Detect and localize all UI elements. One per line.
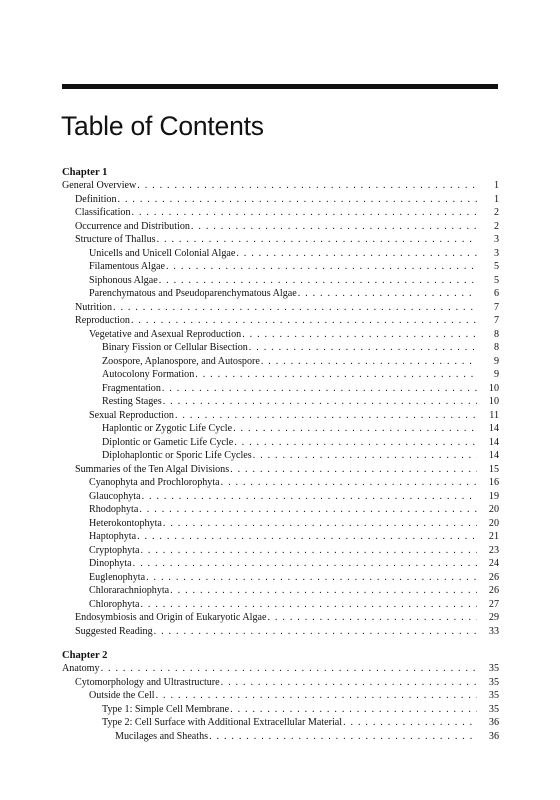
toc-entry[interactable] bbox=[62, 233, 499, 247]
toc-entry-page: 8 bbox=[493, 328, 499, 340]
toc-entry-page: 21 bbox=[488, 531, 499, 542]
dot-leader bbox=[118, 193, 478, 207]
toc-entry-title: Mucilages and Sheaths bbox=[115, 730, 209, 742]
toc-entry-page: 35 bbox=[488, 690, 499, 701]
toc-entry[interactable] bbox=[62, 382, 499, 396]
toc-entry-page: 5 bbox=[493, 274, 499, 286]
toc-entry[interactable] bbox=[62, 206, 499, 220]
dot-leader bbox=[139, 503, 477, 517]
toc-entry-title: Fragmentation bbox=[102, 382, 161, 394]
toc-entry-page: 35 bbox=[488, 676, 499, 688]
dot-leader bbox=[230, 703, 477, 717]
toc-entry-title: Unicells and Unicell Colonial Algae bbox=[89, 247, 236, 259]
dot-leader bbox=[133, 557, 477, 571]
dot-leader bbox=[249, 341, 477, 355]
toc-entry[interactable] bbox=[62, 598, 499, 612]
dot-leader bbox=[166, 260, 477, 274]
toc-entry[interactable] bbox=[62, 368, 499, 382]
toc-entry-page: 29 bbox=[488, 612, 499, 623]
toc-entry-page: 16 bbox=[488, 477, 499, 488]
toc-entry-page: 2 bbox=[493, 207, 499, 218]
toc-entry-title: Reproduction bbox=[75, 315, 130, 326]
toc-entry-page: 11 bbox=[489, 409, 499, 421]
dot-leader bbox=[298, 287, 477, 301]
dot-leader bbox=[140, 544, 477, 558]
toc-entry-title: Rhodophyta bbox=[89, 504, 139, 515]
toc-entry[interactable] bbox=[62, 689, 499, 703]
toc-entry[interactable] bbox=[62, 395, 499, 409]
toc-entry-title: Dinophyta bbox=[89, 558, 132, 569]
toc-entry-page: 10 bbox=[488, 382, 499, 394]
toc-entry-page: 14 bbox=[488, 423, 499, 434]
toc-entry-page: 7 bbox=[493, 315, 499, 326]
toc-entry[interactable] bbox=[62, 517, 499, 531]
dot-leader bbox=[162, 382, 477, 396]
toc-entry[interactable] bbox=[62, 341, 499, 355]
toc-entry-page: 35 bbox=[488, 663, 499, 674]
toc-entry-title: Zoospore, Aplanospore, and Autospore bbox=[102, 355, 260, 367]
toc-entry-title: Endosymbiosis and Origin of Eukaryotic Algae bbox=[75, 612, 267, 623]
dot-leader bbox=[343, 716, 477, 730]
dot-leader bbox=[137, 530, 477, 544]
toc-entry-title: Haplontic or Zygotic Life Cycle bbox=[102, 423, 233, 434]
toc-entry-page: 8 bbox=[493, 342, 499, 353]
toc-entry-page: 24 bbox=[488, 558, 499, 569]
toc-entry-page: 9 bbox=[493, 369, 499, 380]
dot-leader bbox=[261, 355, 477, 369]
header-rule bbox=[62, 84, 498, 89]
toc-entry[interactable] bbox=[62, 179, 499, 193]
toc-entry-page: 33 bbox=[488, 625, 499, 637]
toc-entry-title: Type 1: Simple Cell Membrane bbox=[102, 703, 230, 715]
toc-entry[interactable] bbox=[62, 193, 499, 207]
toc-entry-title: Heterokontophyta bbox=[89, 517, 162, 529]
toc-entry-title: Suggested Reading bbox=[75, 625, 153, 637]
toc-entry-page: 19 bbox=[488, 490, 499, 502]
dot-leader bbox=[221, 676, 477, 690]
toc-entry[interactable] bbox=[62, 449, 499, 463]
toc-entry-page: 15 bbox=[488, 463, 499, 475]
toc-entry-page: 23 bbox=[488, 544, 499, 556]
toc-entry-page: 14 bbox=[488, 450, 499, 461]
toc-entry-page: 20 bbox=[488, 504, 499, 515]
toc-entry[interactable] bbox=[62, 625, 499, 639]
dot-leader bbox=[236, 247, 477, 261]
toc-entry[interactable] bbox=[62, 260, 499, 274]
dot-leader bbox=[191, 220, 477, 234]
toc-entry[interactable] bbox=[62, 490, 499, 504]
toc-entry-title: Sexual Reproduction bbox=[89, 409, 174, 421]
dot-leader bbox=[163, 517, 477, 531]
toc-entry[interactable] bbox=[62, 274, 499, 288]
toc-entry-title: Occurrence and Distribution bbox=[75, 220, 190, 232]
dot-leader bbox=[163, 395, 477, 409]
toc-entry-title: Glaucophyta bbox=[89, 490, 141, 502]
toc-entry-page: 3 bbox=[493, 234, 499, 245]
toc-entry-page: 35 bbox=[488, 703, 499, 715]
toc-entry-page: 26 bbox=[488, 585, 499, 596]
toc-entry-page: 26 bbox=[488, 571, 499, 583]
toc-entry-page: 20 bbox=[488, 517, 499, 529]
dot-leader bbox=[242, 328, 477, 342]
toc-entry-title: Nutrition bbox=[75, 301, 113, 313]
toc-entry[interactable] bbox=[62, 703, 499, 717]
toc-entry[interactable] bbox=[62, 328, 499, 342]
dot-leader bbox=[209, 730, 477, 744]
toc-entry[interactable] bbox=[62, 584, 499, 598]
toc-entry-page: 36 bbox=[488, 717, 499, 728]
dot-leader bbox=[101, 662, 477, 676]
toc-entry[interactable] bbox=[62, 287, 499, 301]
toc-entry-page: 7 bbox=[493, 301, 499, 313]
toc-entry[interactable] bbox=[62, 730, 499, 744]
toc-entry-title: Classification bbox=[75, 207, 131, 218]
toc-entry[interactable] bbox=[62, 247, 499, 261]
dot-leader bbox=[142, 490, 477, 504]
dot-leader bbox=[253, 449, 477, 463]
toc-entry[interactable] bbox=[62, 503, 499, 517]
toc-entry-title: Binary Fission or Cellular Bisection bbox=[102, 342, 248, 353]
toc-entry-page: 6 bbox=[493, 288, 499, 299]
toc-entry[interactable] bbox=[62, 544, 499, 558]
toc-entry-title: Euglenophyta bbox=[89, 571, 146, 583]
toc-entry[interactable] bbox=[62, 571, 499, 585]
toc-entry-title: Cyanophyta and Prochlorophyta bbox=[89, 477, 220, 488]
toc-entry-title: Summaries of the Ten Algal Divisions bbox=[75, 463, 230, 475]
toc-entry-title: Structure of Thallus bbox=[75, 234, 156, 245]
toc-entry[interactable] bbox=[62, 662, 499, 676]
toc-entry-title: Filamentous Algae bbox=[89, 261, 165, 272]
toc-entry-title: Parenchymatous and Pseudoparenchymatous Algae bbox=[89, 288, 297, 299]
dot-leader bbox=[159, 274, 477, 288]
dot-leader bbox=[131, 314, 477, 328]
toc-entry-title: General Overview bbox=[62, 180, 137, 191]
toc-entry[interactable] bbox=[62, 557, 499, 571]
toc-entry-title: Chlorophyta bbox=[89, 598, 140, 610]
toc-entry-page: 2 bbox=[493, 220, 499, 232]
toc-entry-title: Cryptophyta bbox=[89, 544, 140, 556]
dot-leader bbox=[156, 689, 477, 703]
dot-leader bbox=[221, 476, 477, 490]
toc-list-chapter-1 bbox=[62, 179, 499, 638]
toc-entry[interactable] bbox=[62, 476, 499, 490]
toc-entry-page: 9 bbox=[493, 355, 499, 367]
toc-entry[interactable] bbox=[62, 409, 499, 423]
dot-leader bbox=[137, 179, 477, 193]
dot-leader bbox=[154, 625, 477, 639]
dot-leader bbox=[140, 598, 477, 612]
toc-entry-title: Siphonous Algae bbox=[89, 274, 158, 286]
toc-entry[interactable] bbox=[62, 530, 499, 544]
toc-entry-page: 5 bbox=[493, 261, 499, 272]
toc-entry[interactable] bbox=[62, 355, 499, 369]
toc-entry-title: Vegetative and Asexual Reproduction bbox=[89, 328, 242, 340]
toc-entry-title: Outside the Cell bbox=[89, 690, 155, 701]
toc-entry-title: Definition bbox=[75, 193, 117, 205]
toc-entry-title: Type 2: Cell Surface with Additional Extracellular Material bbox=[102, 717, 343, 728]
dot-leader bbox=[157, 233, 477, 247]
dot-leader bbox=[267, 611, 477, 625]
toc-entry-title: Chlorarachniophyta bbox=[89, 585, 170, 596]
toc-entry-title: Resting Stages bbox=[102, 396, 162, 407]
toc-entry[interactable] bbox=[62, 676, 499, 690]
toc-entry-title: Diplontic or Gametic Life Cycle bbox=[102, 436, 234, 448]
dot-leader bbox=[230, 463, 477, 477]
toc-entry-page: 27 bbox=[488, 598, 499, 610]
dot-leader bbox=[146, 571, 477, 585]
toc-entry-title: Cytomorphology and Ultrastructure bbox=[75, 676, 220, 688]
dot-leader bbox=[113, 301, 477, 315]
toc-entry-title: Anatomy bbox=[62, 663, 100, 674]
toc-entry[interactable] bbox=[62, 220, 499, 234]
toc-entry-page: 36 bbox=[488, 730, 499, 742]
toc-entry[interactable] bbox=[62, 436, 499, 450]
toc-entry[interactable] bbox=[62, 716, 499, 730]
dot-leader bbox=[195, 368, 477, 382]
toc-entry[interactable] bbox=[62, 611, 499, 625]
toc-entry-page: 10 bbox=[488, 396, 499, 407]
toc-entry-title: Haptophyta bbox=[89, 531, 137, 542]
toc-entry-page: 14 bbox=[488, 436, 499, 448]
page-title: Table of Contents bbox=[61, 111, 264, 141]
toc-entry-title: Autocolony Formation bbox=[102, 369, 195, 380]
toc-entry[interactable] bbox=[62, 301, 499, 315]
toc-entry[interactable] bbox=[62, 314, 499, 328]
dot-leader bbox=[234, 436, 477, 450]
dot-leader bbox=[170, 584, 477, 598]
dot-leader bbox=[175, 409, 477, 423]
chapter-heading: Chapter 2 bbox=[62, 650, 108, 661]
toc-entry[interactable] bbox=[62, 422, 499, 436]
toc-entry-page: 1 bbox=[493, 180, 499, 191]
chapter-heading: Chapter 1 bbox=[62, 167, 108, 178]
toc-entry-page: 1 bbox=[493, 193, 499, 205]
toc-entry-title: Diplohaplontic or Sporic Life Cycles bbox=[102, 450, 252, 461]
toc-list-chapter-2 bbox=[62, 662, 499, 743]
toc-entry[interactable] bbox=[62, 463, 499, 477]
toc-entry-page: 3 bbox=[493, 247, 499, 259]
dot-leader bbox=[132, 206, 477, 220]
dot-leader bbox=[233, 422, 477, 436]
